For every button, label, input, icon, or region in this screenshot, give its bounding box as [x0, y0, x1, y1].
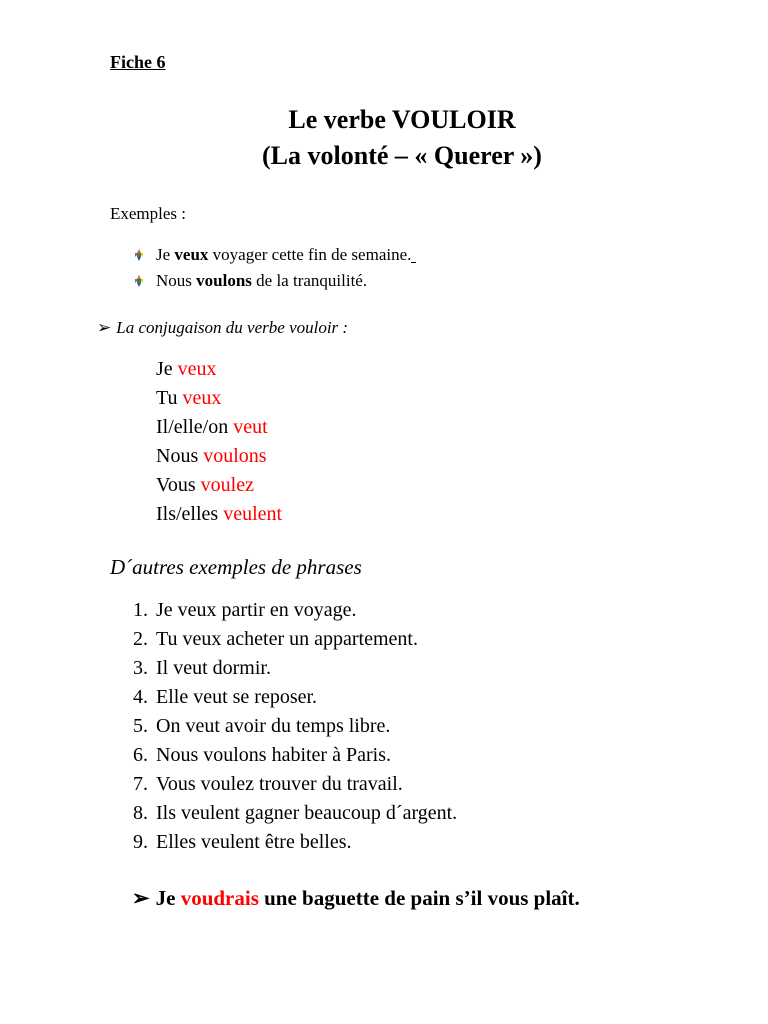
example-verb: voulons [196, 271, 252, 290]
conjugation-row [156, 385, 282, 414]
sentence-item [133, 626, 457, 655]
example-before: Nous [156, 271, 197, 290]
verb-form: veux [177, 358, 217, 380]
sentence-text: Il veut dormir. [156, 657, 271, 679]
pronoun: Je [156, 358, 173, 380]
sentence-item [133, 771, 457, 800]
conjugation-heading [97, 318, 348, 338]
verb-form: veulent [223, 503, 283, 525]
example-sentences-list [133, 597, 457, 858]
sentence-number: 5. [133, 715, 148, 737]
sentence-number: 2. [133, 628, 148, 650]
examples-list [133, 242, 416, 294]
examples-label: Exemples : [110, 204, 187, 223]
conjugation-row [156, 414, 282, 443]
conjugation-row [156, 472, 282, 501]
sentence-number: 4. [133, 686, 148, 708]
title-main: Le verbe VOULOIR [288, 105, 516, 134]
conjugation-heading-text: La conjugaison du verbe vouloir : [116, 318, 349, 337]
sentence-text: Je veux partir en voyage. [156, 599, 357, 621]
final-example [132, 886, 580, 911]
other-examples-heading: D´autres exemples de phrases [110, 555, 362, 579]
title-subtitle: (La volonté – « Querer ») [262, 141, 542, 170]
verb-form: voulons [203, 445, 267, 467]
sentence-item [133, 597, 457, 626]
sentence-item [133, 655, 457, 684]
sentence-number: 7. [133, 773, 148, 795]
pronoun: Nous [156, 445, 199, 467]
example-item [133, 242, 416, 268]
page-title [0, 102, 768, 174]
example-before: Je [156, 245, 175, 264]
conjugation-row [156, 356, 282, 385]
sentence-text: Nous voulons habiter à Paris. [156, 744, 391, 766]
fiche-number: Fiche 6 [110, 52, 166, 72]
final-before: Je [155, 886, 181, 910]
sentence-text: On veut avoir du temps libre. [156, 715, 391, 737]
trailing-underline [411, 248, 416, 263]
example-after: de la tranquilité. [251, 271, 368, 290]
sentence-number: 9. [133, 831, 148, 853]
conjugation-row [156, 501, 282, 530]
pronoun: Ils/elles [156, 503, 219, 525]
example-after: voyager cette fin de semaine. [208, 245, 412, 264]
sentence-item [133, 800, 457, 829]
final-verb: voudrais [180, 886, 259, 910]
arrowhead-bullet-icon: ➢ [132, 886, 150, 910]
example-verb: veux [174, 245, 209, 264]
colorful-arrow-bullet-icon [133, 275, 145, 287]
pronoun: Tu [156, 387, 178, 409]
conjugation-row [156, 443, 282, 472]
sentence-item [133, 742, 457, 771]
verb-form: voulez [200, 474, 254, 496]
sentence-item [133, 713, 457, 742]
sentence-text: Tu veux acheter un appartement. [156, 628, 418, 650]
pronoun: Vous [156, 474, 196, 496]
sentence-number: 3. [133, 657, 148, 679]
sentence-text: Elle veut se reposer. [156, 686, 318, 708]
verb-form: veut [233, 416, 268, 438]
sentence-text: Ils veulent gagner beaucoup d´argent. [156, 802, 458, 824]
colorful-arrow-bullet-icon [133, 249, 145, 261]
sentence-text: Vous voulez trouver du travail. [156, 773, 403, 795]
verb-form: veux [182, 387, 222, 409]
sentence-text: Elles veulent être belles. [156, 831, 352, 853]
sentence-item [133, 829, 457, 858]
sentence-number: 1. [133, 599, 148, 621]
sentence-item [133, 684, 457, 713]
sentence-number: 6. [133, 744, 148, 766]
conjugation-table [156, 356, 282, 530]
final-after: une baguette de pain s’il vous plaît. [258, 886, 580, 910]
arrowhead-bullet-icon: ➢ [97, 318, 112, 337]
pronoun: Il/elle/on [156, 416, 229, 438]
example-item [133, 268, 416, 294]
sentence-number: 8. [133, 802, 148, 824]
